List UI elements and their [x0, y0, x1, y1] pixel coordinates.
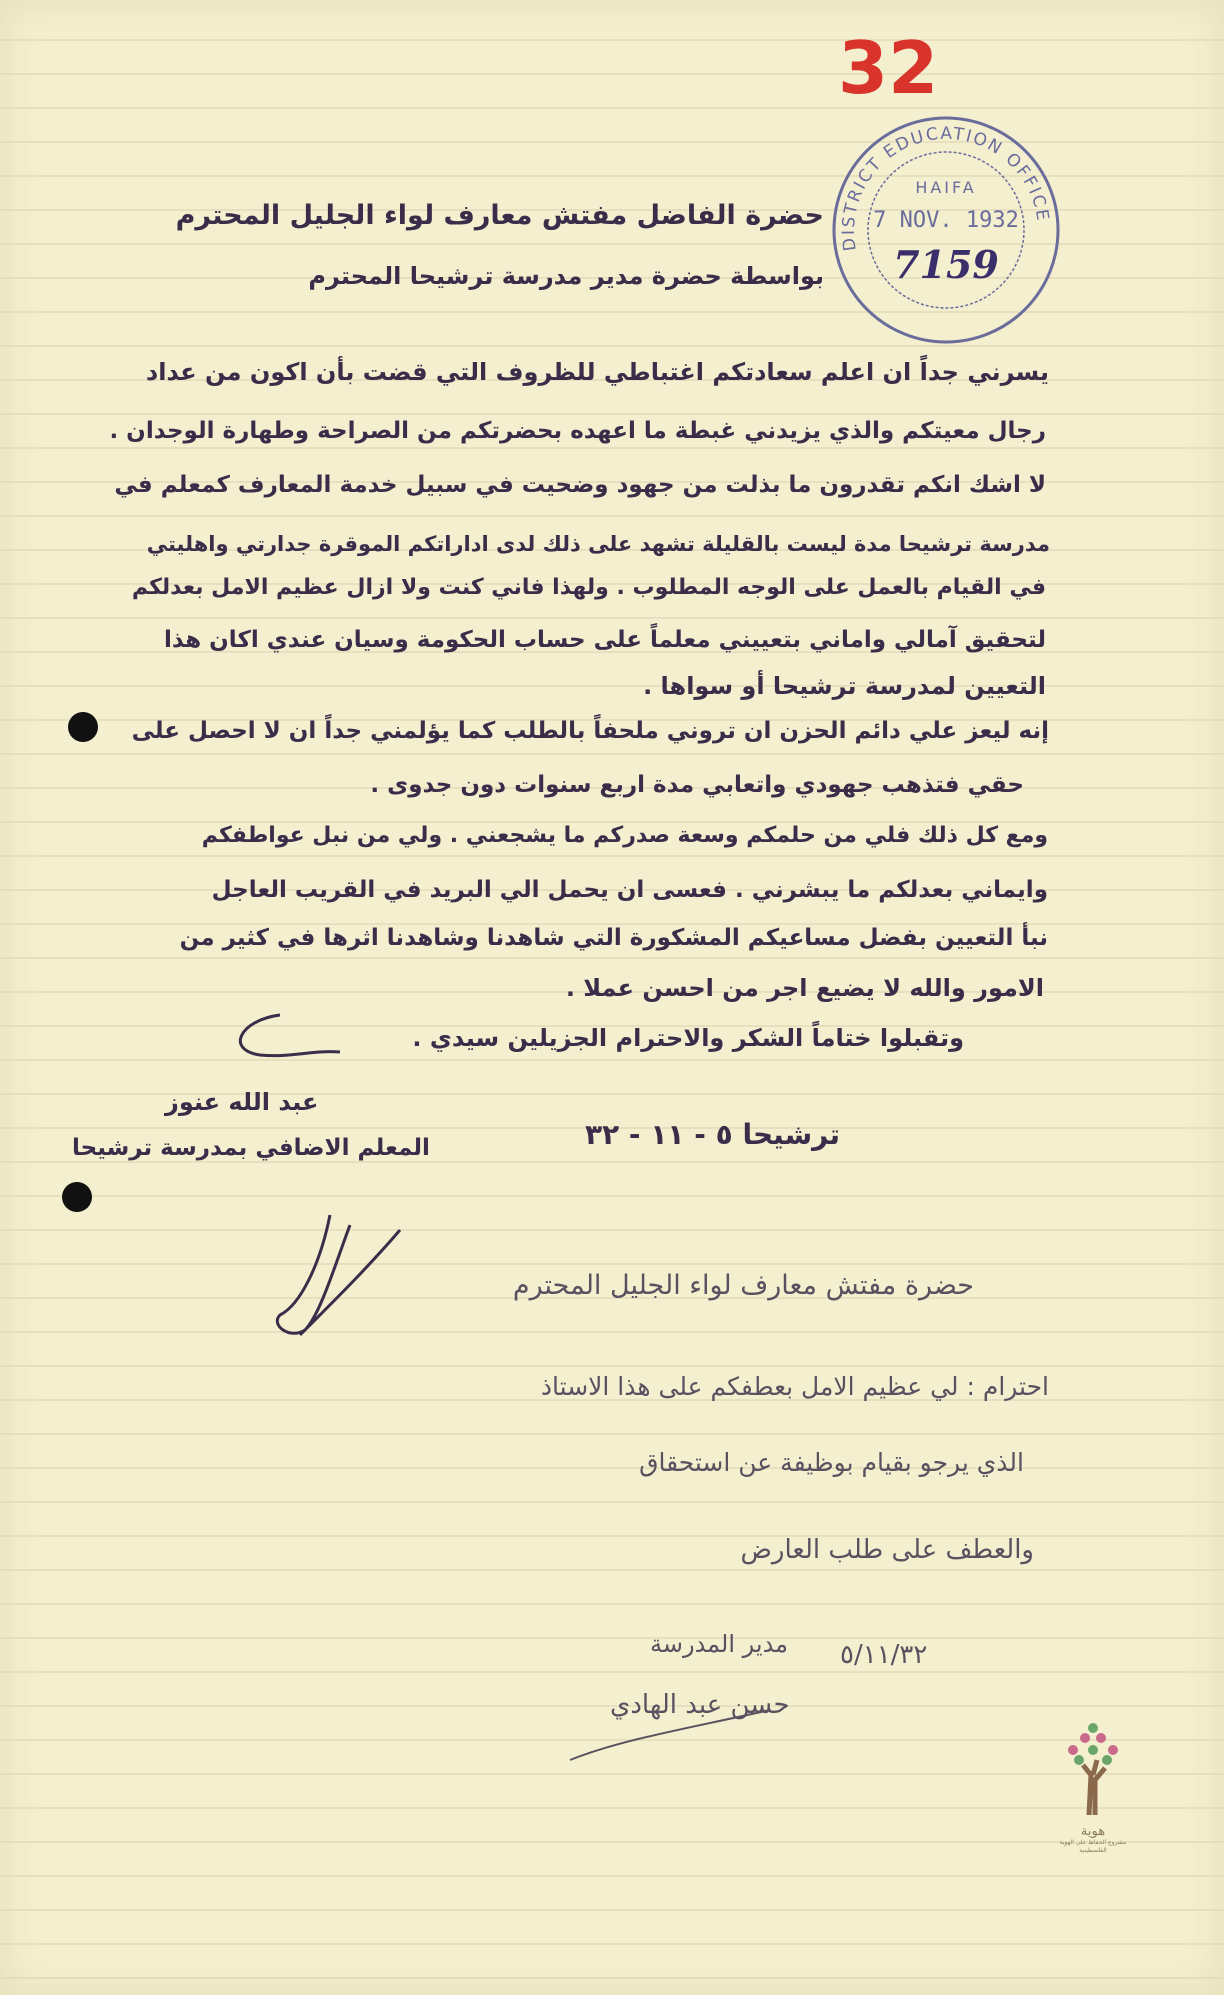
- body-line-10: ومع كل ذلك فلي من حلمكم وسعة صدركم ما يشجعني . ولي من نبل عواطفكم: [201, 823, 1048, 848]
- body-line-2: رجال معيتكم والذي يزيدني غبطة ما اعهده بحضرتكم من الصراحة وطهارة الوجدان .: [109, 418, 1046, 444]
- endorsement-addressee: حضرة مفتش معارف لواء الجليل المحترم: [512, 1270, 974, 1301]
- endorsement-flourish: [560, 1700, 780, 1770]
- stamp-number: 7159: [893, 242, 999, 287]
- address-line-2: بواسطة حضرة مدير مدرسة ترشيحا المحترم: [308, 262, 824, 290]
- punch-hole-top: [68, 712, 98, 742]
- archive-logo: [1048, 1720, 1138, 1870]
- signer-name: عبد الله عنوز: [165, 1088, 319, 1116]
- body-line-3: لا اشك انكم تقدرون ما بذلت من جهود وضحيت في سبيل خدمة المعارف كمعلم في: [114, 472, 1046, 498]
- address-line-1: حضرة الفاضل مفتش معارف لواء الجليل المحترم: [175, 200, 824, 231]
- stamp-city: HAIFA: [915, 178, 977, 197]
- stamp-date: 7 NOV. 1932: [873, 208, 1019, 233]
- endorsement-line-2: الذي يرجو بقيام بوظيفة عن استحقاق: [639, 1448, 1024, 1477]
- logo-subtext: مشروع الحفاظ على الهوية الفلسطينية: [1059, 1839, 1127, 1854]
- body-line-6: لتحقيق آمالي واماني بتعييني معلماً على حساب الحكومة وسيان عندي اكان هذا: [164, 627, 1046, 653]
- stamp-ring-text: DISTRICT EDUCATION OFFICE: [838, 123, 1053, 253]
- tree-logo-icon: [1053, 1720, 1133, 1820]
- logo-text: هوية: [1080, 1824, 1106, 1839]
- endorsement-signer: حسن عبد الهادي: [610, 1690, 790, 1720]
- body-line-12: نبأ التعيين بفضل مساعيكم المشكورة التي شاهدنا وشاهدنا اثرها في كثير من: [179, 925, 1048, 951]
- body-line-1: يسرني جداً ان اعلم سعادتكم اغتباطي للظروف التي قضت بأن اكون من عداد: [145, 358, 1049, 386]
- pen-signature: [260, 1205, 410, 1355]
- body-line-4: مدرسة ترشيحا مدة ليست بالقليلة تشهد على ذلك لدى اداراتكم الموقرة جدارتي واهليتي: [146, 532, 1050, 556]
- body-line-11: وايماني بعدلكم ما يبشرني . فعسى ان يحمل الي البريد في القريب العاجل: [211, 877, 1048, 903]
- closing-flourish: [220, 1010, 350, 1070]
- endorsement-role: مدير المدرسة: [650, 1630, 789, 1658]
- body-line-8: إنه ليعز علي دائم الحزن ان تروني ملحفاً بالطلب كما يؤلمني جداً ان لا احصل على: [131, 718, 1049, 744]
- receipt-stamp: [826, 110, 1066, 350]
- body-line-13: الامور والله لا يضيع اجر من احسن عملا .: [565, 974, 1044, 1002]
- body-line-9: حقي فتذهب جهودي واتعابي مدة اربع سنوات دون جدوى .: [370, 772, 1024, 798]
- punch-hole-bottom: [62, 1182, 92, 1212]
- place-date: ترشيحا ٥ - ١١ - ٣٢: [585, 1118, 841, 1151]
- endorsement-line-3: والعطف على طلب العارض: [740, 1535, 1034, 1565]
- body-line-7: التعيين لمدرسة ترشيحا أو سواها .: [643, 672, 1046, 700]
- signer-title: المعلم الاضافي بمدرسة ترشيحا: [72, 1135, 430, 1161]
- folio-number: 32: [838, 26, 939, 110]
- endorsement-date: ٥/١١/٣٢: [840, 1640, 928, 1670]
- body-line-14: وتقبلوا ختاماً الشكر والاحترام الجزيلين سيدي .: [412, 1024, 964, 1052]
- endorsement-line-1: احترام : لي عظيم الامل بعطفكم على هذا الاستاذ: [540, 1372, 1049, 1401]
- body-line-5: في القيام بالعمل على الوجه المطلوب . ولهذا فاني كنت ولا ازال عظيم الامل بعدلكم: [131, 575, 1046, 600]
